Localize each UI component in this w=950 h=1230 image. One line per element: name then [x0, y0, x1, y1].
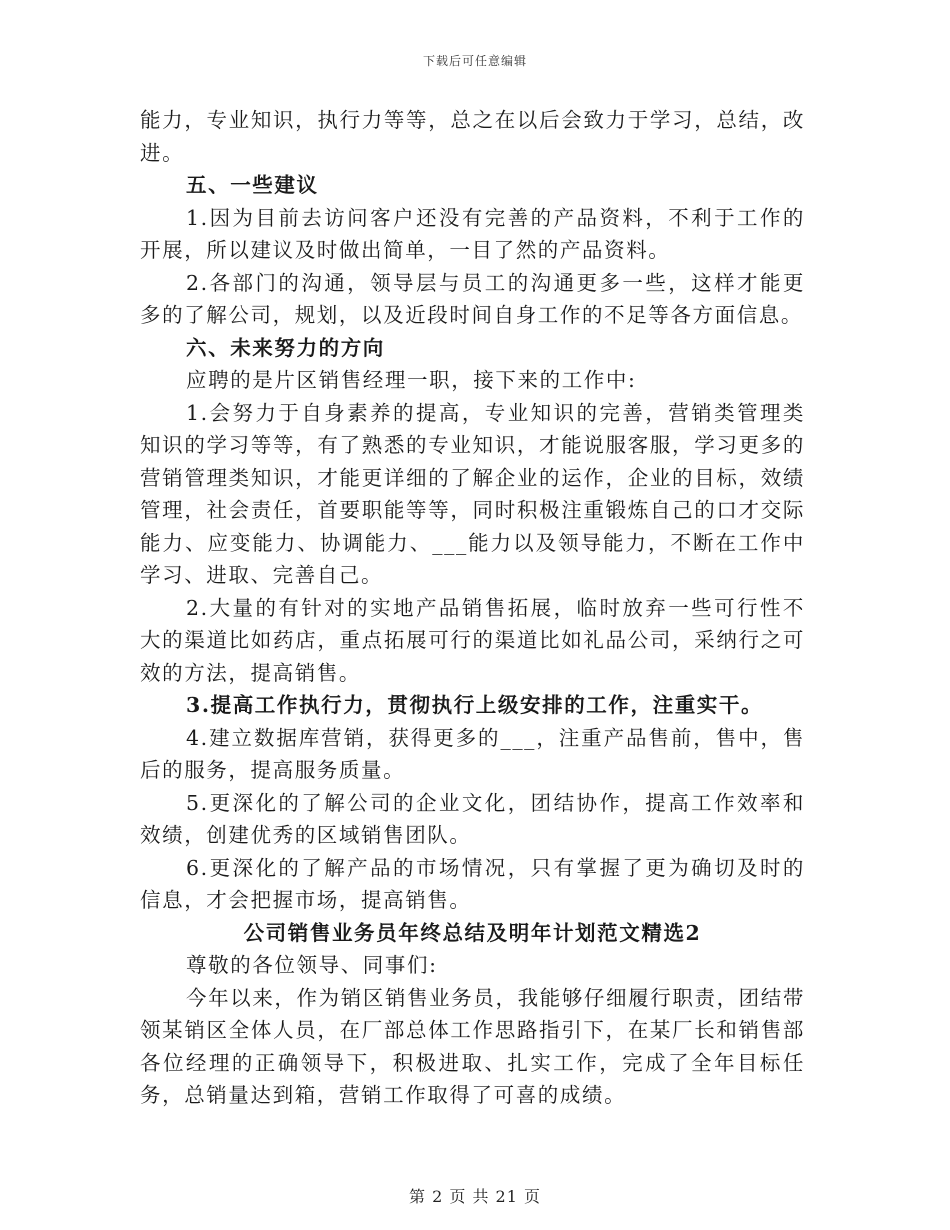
- plan-item-5: 5.更深化的了解公司的企业文化，团结协作，提高工作效率和效绩，创建优秀的区域销售团队。: [140, 790, 805, 847]
- page-header: 下载后可任意编辑: [422, 54, 527, 68]
- plan-item-4: 4.建立数据库营销，获得更多的___，注重产品售前，售中，售后的服务，提高服务质量。: [140, 725, 805, 782]
- suggestion-item-2: 2.各部门的沟通，领导层与员工的沟通更多一些，这样才能更多的了解公司，规划，以及近段时间自身工作的不足等各方面信息。: [140, 270, 805, 327]
- paragraph-continuation: 能力，专业知识，执行力等等，总之在以后会致力于学习，总结，改进。: [140, 108, 805, 165]
- plan-item-6: 6.更深化的了解产品的市场情况，只有掌握了更为确切及时的信息，才会把握市场，提高销售。: [140, 855, 805, 912]
- paragraph-opening: 今年以来，作为销区销售业务员，我能够仔细履行职责，团结带领某销区全体人员，在厂部总体工作思路指引下，在某厂长和销售部各位经理的正确领导下，积极进取、扎实工作，完成了全年目标任务，总销量达到箱，营销工作取得了可喜的成绩。: [140, 985, 805, 1107]
- suggestion-item-1: 1.因为目前去访问客户还没有完善的产品资料，不利于工作的开展，所以建议及时做出简单，一目了然的产品资料。: [140, 205, 805, 262]
- section-heading-future-direction: 六、未来努力的方向: [186, 335, 385, 360]
- page-footer: 第 2 页 共 21 页: [409, 1187, 541, 1206]
- paragraph-position-intro: 应聘的是片区销售经理一职，接下来的工作中:: [186, 368, 637, 392]
- plan-item-3: 3.提高工作执行力，贯彻执行上级安排的工作，注重实干。: [186, 693, 764, 717]
- article-title: 公司销售业务员年终总结及明年计划范文精选2: [243, 920, 702, 945]
- section-heading-suggestions: 五、一些建议: [186, 173, 319, 197]
- plan-item-2: 2.大量的有针对的实地产品销售拓展，临时放弃一些可行性不大的渠道比如药店，重点拓展可行的渠道比如礼品公司，采纳行之可效的方法，提高销售。: [140, 595, 805, 685]
- document-body: [140, 104, 805, 1112]
- salutation: 尊敬的各位领导、同事们:: [186, 953, 438, 977]
- plan-item-1: 1.会努力于自身素养的提高，专业知识的完善，营销类管理类知识的学习等等，有了熟悉的专业知识，才能说服客服，学习更多的营销管理类知识，才能更详细的了解企业的运作，企业的目标，效绩管理，社会责任，首要职能等等，同时积极注重锻炼自己的口才交际能力、应变能力、协调能力、___能力以及领导能力，不断在工作中学习、进取、完善自己。: [140, 400, 805, 587]
